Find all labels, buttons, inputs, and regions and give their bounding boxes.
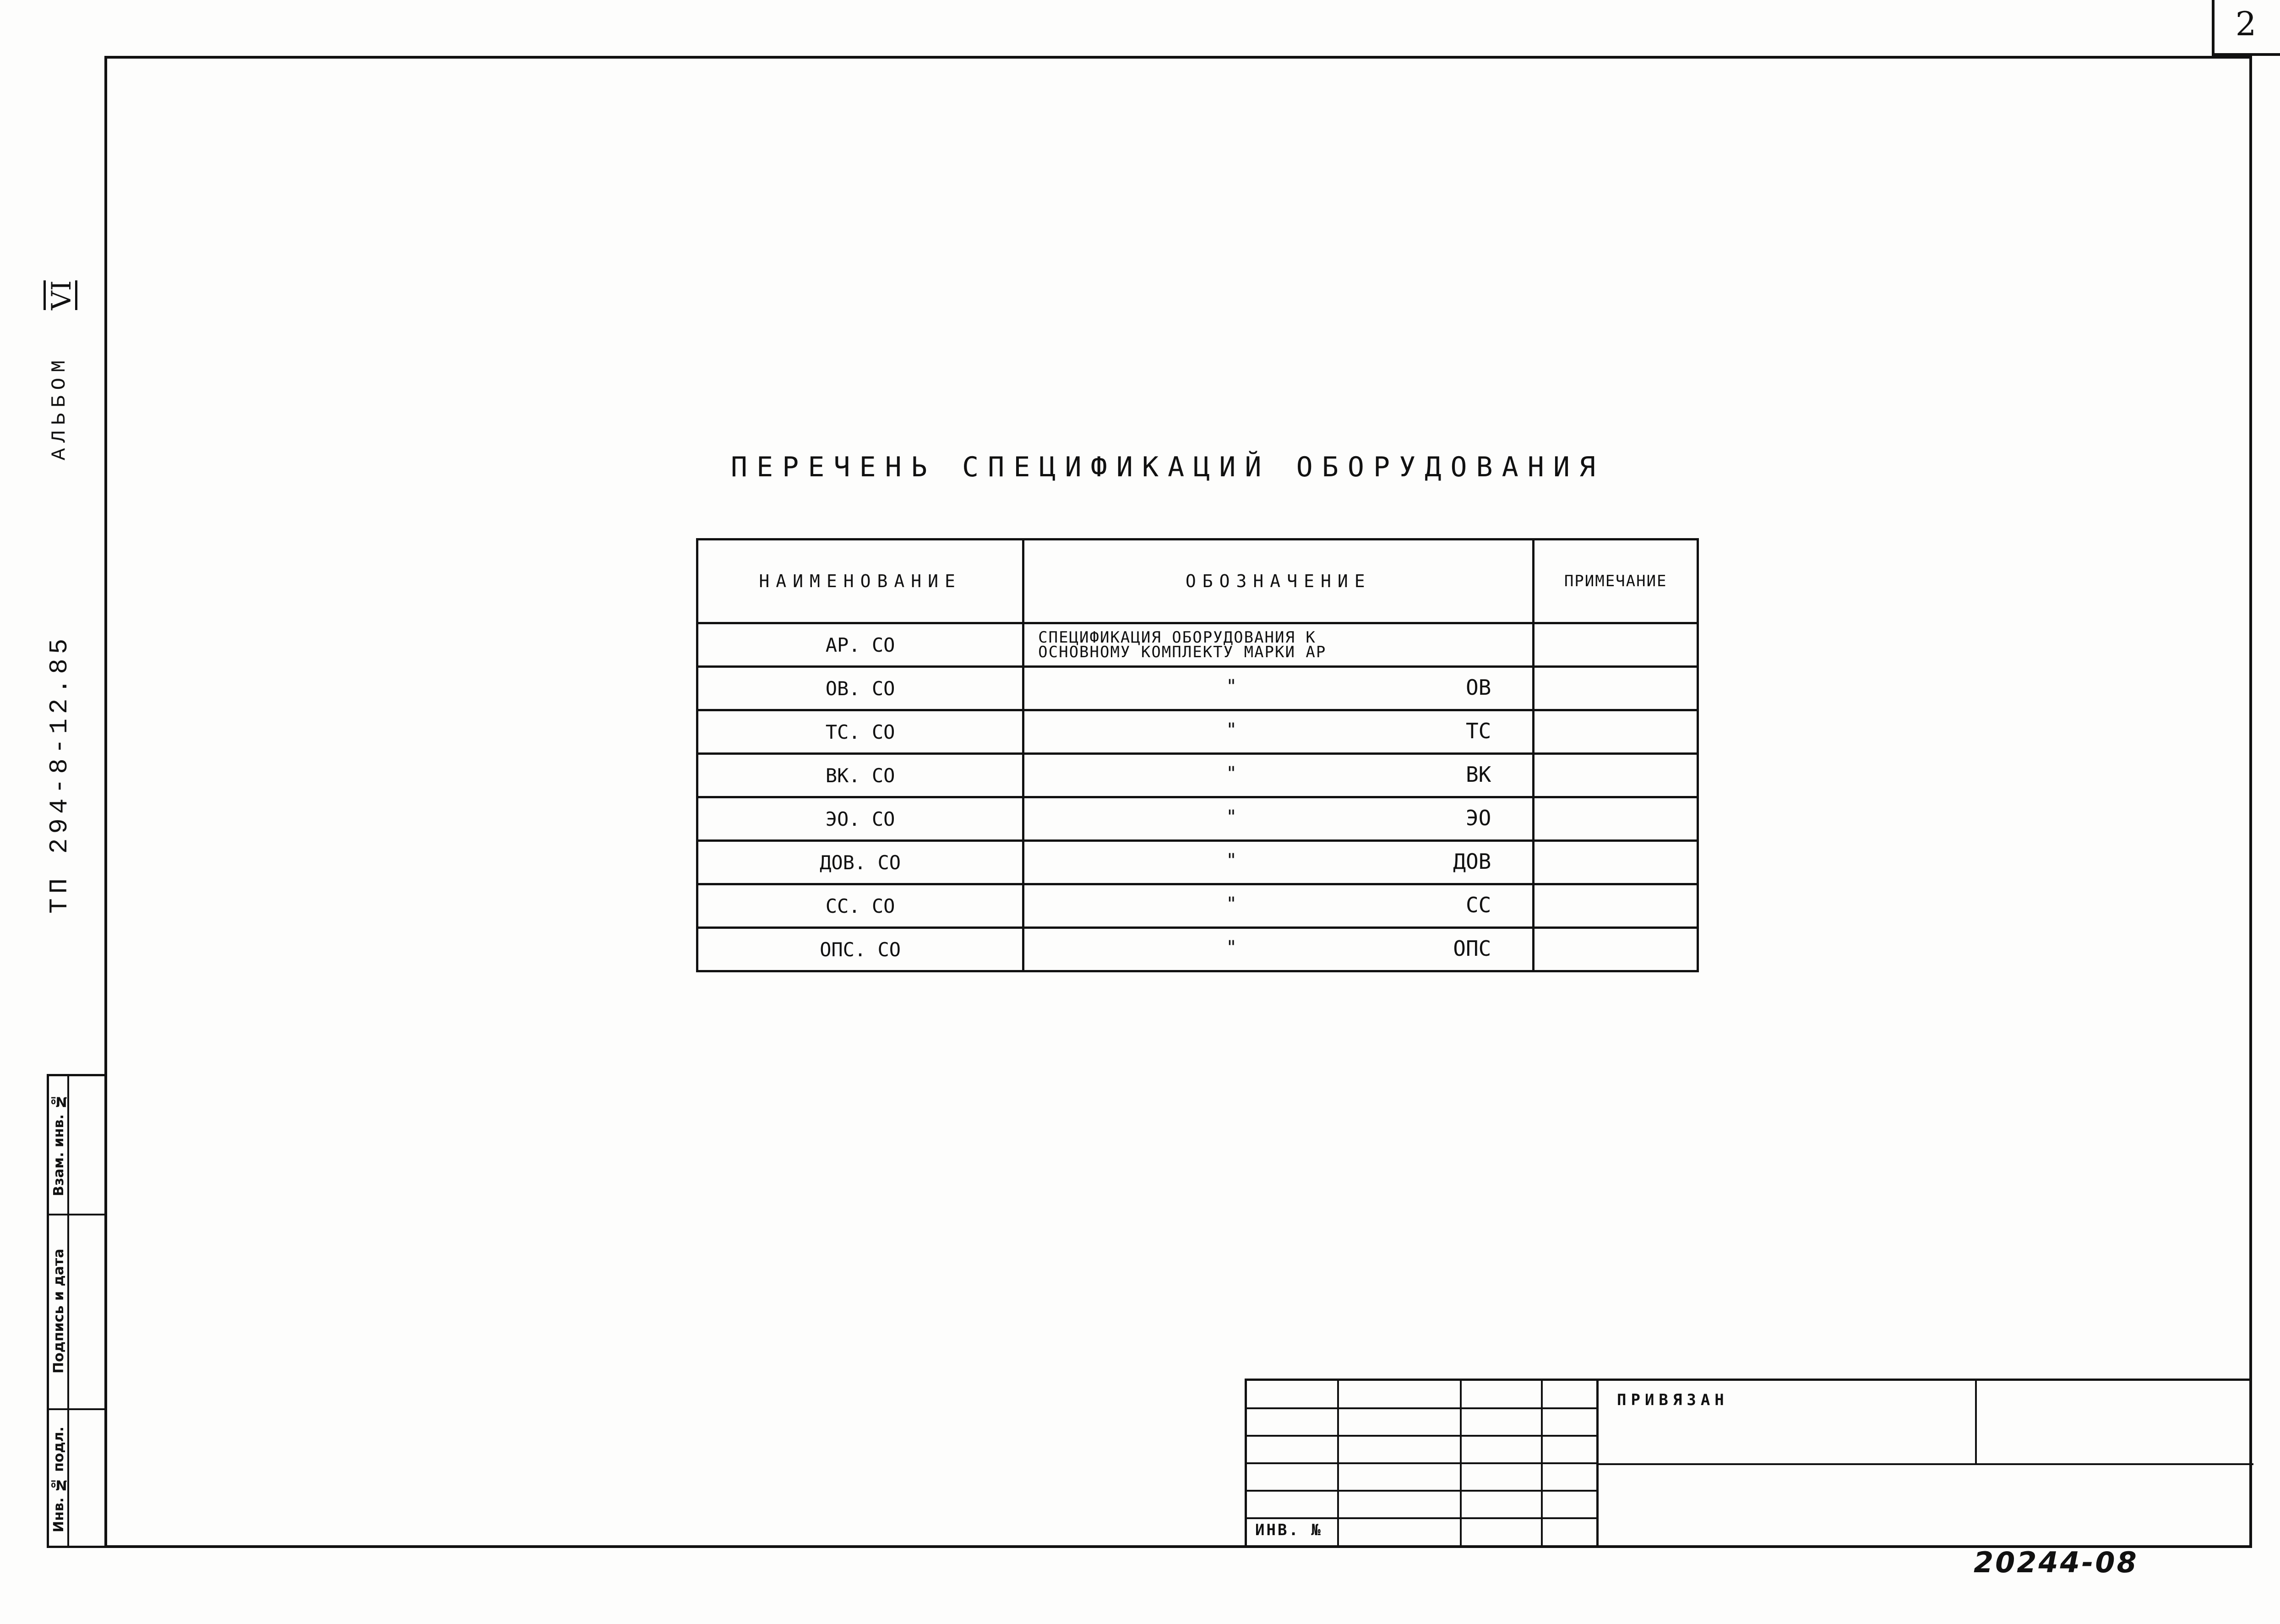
ditto-mark: " xyxy=(1226,850,1237,871)
page-title: ПЕРЕЧЕНЬ СПЕЦИФИКАЦИЙ ОБОРУДОВАНИЯ xyxy=(730,451,1605,483)
ditto-mark: " xyxy=(1226,676,1237,697)
row-designation xyxy=(1023,884,1534,928)
inv-original-label: Инв. № подл. xyxy=(51,1426,67,1532)
table-row xyxy=(697,928,1698,971)
row-designation xyxy=(1023,754,1534,797)
row-name: ЭО. СО xyxy=(697,797,1023,841)
title-block-main xyxy=(1596,1379,2252,1548)
table-row xyxy=(697,754,1698,797)
archive-number: 20244-08 xyxy=(1974,1546,2139,1579)
row-designation xyxy=(1023,623,1534,667)
row-note xyxy=(1534,667,1698,710)
designation-code: ОВ xyxy=(1465,675,1491,700)
left-stamp xyxy=(47,1074,107,1548)
row-designation xyxy=(1023,928,1534,971)
replacement-inv-label: Взам. инв. № xyxy=(51,1093,67,1197)
table-row xyxy=(697,623,1698,667)
table-row xyxy=(697,841,1698,884)
signature-date-label: Подпись и дата xyxy=(51,1248,67,1373)
row-note xyxy=(1534,797,1698,841)
row-note xyxy=(1534,754,1698,797)
project-code: ТП 294-8-12.85 xyxy=(45,634,74,914)
ditto-mark: " xyxy=(1226,763,1237,784)
inv-number-label: ИНВ. № xyxy=(1255,1521,1322,1539)
table-header-row xyxy=(697,540,1698,623)
row-designation xyxy=(1023,841,1534,884)
row-name: ОПС. СО xyxy=(697,928,1023,971)
designation-code: ВК xyxy=(1465,762,1491,787)
row-designation xyxy=(1023,710,1534,754)
sheet-number: 2 xyxy=(2235,5,2257,43)
designation-code: ТС xyxy=(1465,719,1491,743)
table-row xyxy=(697,884,1698,928)
row-name: ДОВ. СО xyxy=(697,841,1023,884)
ditto-mark: " xyxy=(1226,894,1237,915)
ditto-mark: " xyxy=(1226,937,1237,958)
album-number: VI xyxy=(46,280,77,311)
row-name: ОВ. СО xyxy=(697,667,1023,710)
ditto-mark: " xyxy=(1226,719,1237,741)
row-name: СС. СО xyxy=(697,884,1023,928)
table-row xyxy=(697,797,1698,841)
designation-code: ДОВ xyxy=(1453,849,1491,874)
spec-desc-line1: СПЕЦИФИКАЦИЯ ОБОРУДОВАНИЯ К xyxy=(1038,628,1316,647)
designation-code: ОПС xyxy=(1453,936,1491,961)
header-designation: ОБОЗНАЧЕНИЕ xyxy=(1023,540,1534,623)
row-name: ТС. СО xyxy=(697,710,1023,754)
row-designation xyxy=(1023,667,1534,710)
row-name: ВК. СО xyxy=(697,754,1023,797)
header-note: ПРИМЕЧАНИЕ xyxy=(1534,540,1698,623)
table-row xyxy=(697,667,1698,710)
specification-table xyxy=(696,538,1699,972)
spec-desc-line2: ОСНОВНОМУ КОМПЛЕКТУ МАРКИ АР xyxy=(1038,643,1327,661)
designation-code: СС xyxy=(1465,893,1491,917)
row-note xyxy=(1534,710,1698,754)
title-block-grid xyxy=(1245,1379,1597,1548)
designation-code: ЭО xyxy=(1465,806,1491,830)
row-note xyxy=(1534,928,1698,971)
row-note xyxy=(1534,623,1698,667)
row-designation xyxy=(1023,797,1534,841)
album-label: АЛЬБОМ xyxy=(48,354,71,461)
row-note xyxy=(1534,884,1698,928)
ditto-mark: " xyxy=(1226,807,1237,828)
row-note xyxy=(1534,841,1698,884)
bound-label: ПРИВЯЗАН xyxy=(1617,1391,1729,1409)
row-name: АР. СО xyxy=(697,623,1023,667)
header-name: НАИМЕНОВАНИЕ xyxy=(697,540,1023,623)
table-row xyxy=(697,710,1698,754)
